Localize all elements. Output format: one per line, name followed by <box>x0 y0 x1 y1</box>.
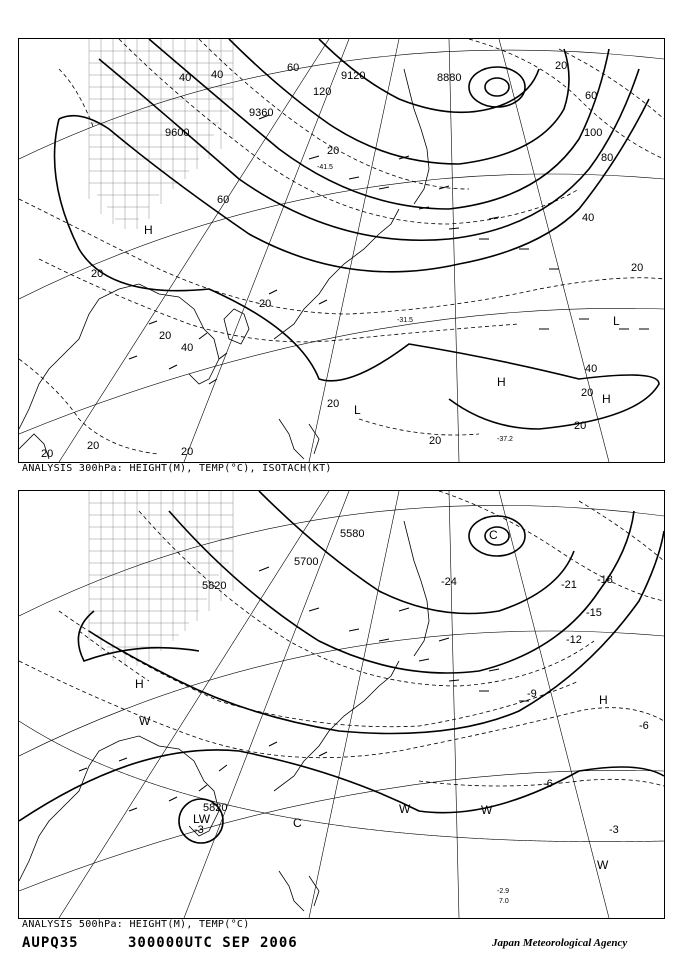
isotach-label: 40 <box>585 363 598 375</box>
coastlines <box>19 69 429 459</box>
weather-chart-500hpa <box>19 491 664 918</box>
isotach-label: 20 <box>429 435 442 447</box>
map-panel-300hpa <box>18 38 665 463</box>
wind-barbs <box>129 115 649 384</box>
high-center: H <box>599 693 608 707</box>
warm-center: W <box>481 803 493 817</box>
high-center: H <box>144 223 153 237</box>
height-label: 9600 <box>165 127 190 139</box>
isotach-label: 20 <box>41 448 54 460</box>
high-center: H <box>135 677 144 691</box>
isotach-label: 40 <box>582 212 595 224</box>
low-center: L <box>613 314 620 328</box>
pressure-centers <box>144 223 620 417</box>
isotach-label: 40 <box>179 72 192 84</box>
isotach-label: 20 <box>555 60 568 72</box>
isotach-label: 20 <box>327 145 340 157</box>
high-center: H <box>497 375 506 389</box>
isotach-label: 20 <box>574 420 587 432</box>
isotach-label: 100 <box>584 127 603 139</box>
height-label: 9360 <box>249 107 274 119</box>
agency-name: Japan Meteorological Agency <box>492 937 628 949</box>
panel-caption-300hpa: ANALYSIS 300hPa: HEIGHT(M), TEMP(°C), ISOTACH(KT) <box>22 463 332 474</box>
temp-contour-label: -3 <box>609 824 619 836</box>
height-label: 5820 <box>203 802 228 814</box>
panel-caption-500hpa: ANALYSIS 500hPa: HEIGHT(M), TEMP(°C) <box>22 919 250 930</box>
temperature-label: -37.2 <box>497 436 513 443</box>
product-code: AUPQ35 <box>22 935 79 951</box>
cold-center: C <box>489 528 498 542</box>
isotach-label: 80 <box>601 152 614 164</box>
height-label: 8880 <box>437 72 462 84</box>
temperature-label: -31.5 <box>397 317 413 324</box>
low-warm-center: LW <box>193 812 211 826</box>
valid-time: 300000UTC SEP 2006 <box>128 935 298 951</box>
height-label: 5700 <box>294 556 319 568</box>
terrain-hatch <box>89 491 233 666</box>
station-values <box>497 888 509 905</box>
isotach-label: 20 <box>259 298 272 310</box>
warm-center: W <box>399 802 411 816</box>
isotach-label: 20 <box>87 440 100 452</box>
temp-contour-label: -6 <box>543 778 553 790</box>
isotach-label: 20 <box>181 446 194 458</box>
cold-center: C <box>293 816 302 830</box>
height-label: 9120 <box>341 70 366 82</box>
high-center: H <box>602 392 611 406</box>
map-panel-500hpa <box>18 490 665 919</box>
warm-center: W <box>139 714 151 728</box>
isotach-label: 20 <box>91 268 104 280</box>
temperature-label: -41.5 <box>317 164 333 171</box>
low-center: L <box>354 403 361 417</box>
isotach-label: 40 <box>211 69 224 81</box>
warm-center: W <box>597 858 609 872</box>
isotach-label: 120 <box>313 86 332 98</box>
isotach-label: 20 <box>631 262 644 274</box>
isotach-label: 60 <box>585 90 598 102</box>
isotach-label: 40 <box>181 342 194 354</box>
temp-contour-label: -12 <box>566 634 582 646</box>
graticule <box>19 491 664 918</box>
height-label: 5580 <box>340 528 365 540</box>
temp-contour-label: -6 <box>639 720 649 732</box>
temp-contour-label: -24 <box>441 576 457 588</box>
station-dewpoint: 7.0 <box>499 898 509 905</box>
station-temp: -2.9 <box>497 888 510 895</box>
wind-barbs <box>79 567 529 811</box>
height-contours <box>19 491 664 843</box>
isotach-label: 20 <box>327 398 340 410</box>
temp-contour-label: -15 <box>586 607 602 619</box>
graticule <box>19 39 664 462</box>
isotach-label: 60 <box>217 194 230 206</box>
weather-chart-300hpa <box>19 39 664 462</box>
isotach-lines <box>19 39 664 454</box>
temp-contour-label: -3 <box>194 824 204 836</box>
isotach-labels <box>41 60 643 460</box>
temp-contour-label: -21 <box>561 579 577 591</box>
terrain-hatch <box>89 39 233 229</box>
isotach-label: 60 <box>287 62 300 74</box>
temp-contour-label: -18 <box>597 574 613 586</box>
isotach-label: 20 <box>159 330 172 342</box>
height-label: 5820 <box>202 580 227 592</box>
temp-contour-label: -9 <box>527 688 537 700</box>
isotach-label: 20 <box>581 387 594 399</box>
